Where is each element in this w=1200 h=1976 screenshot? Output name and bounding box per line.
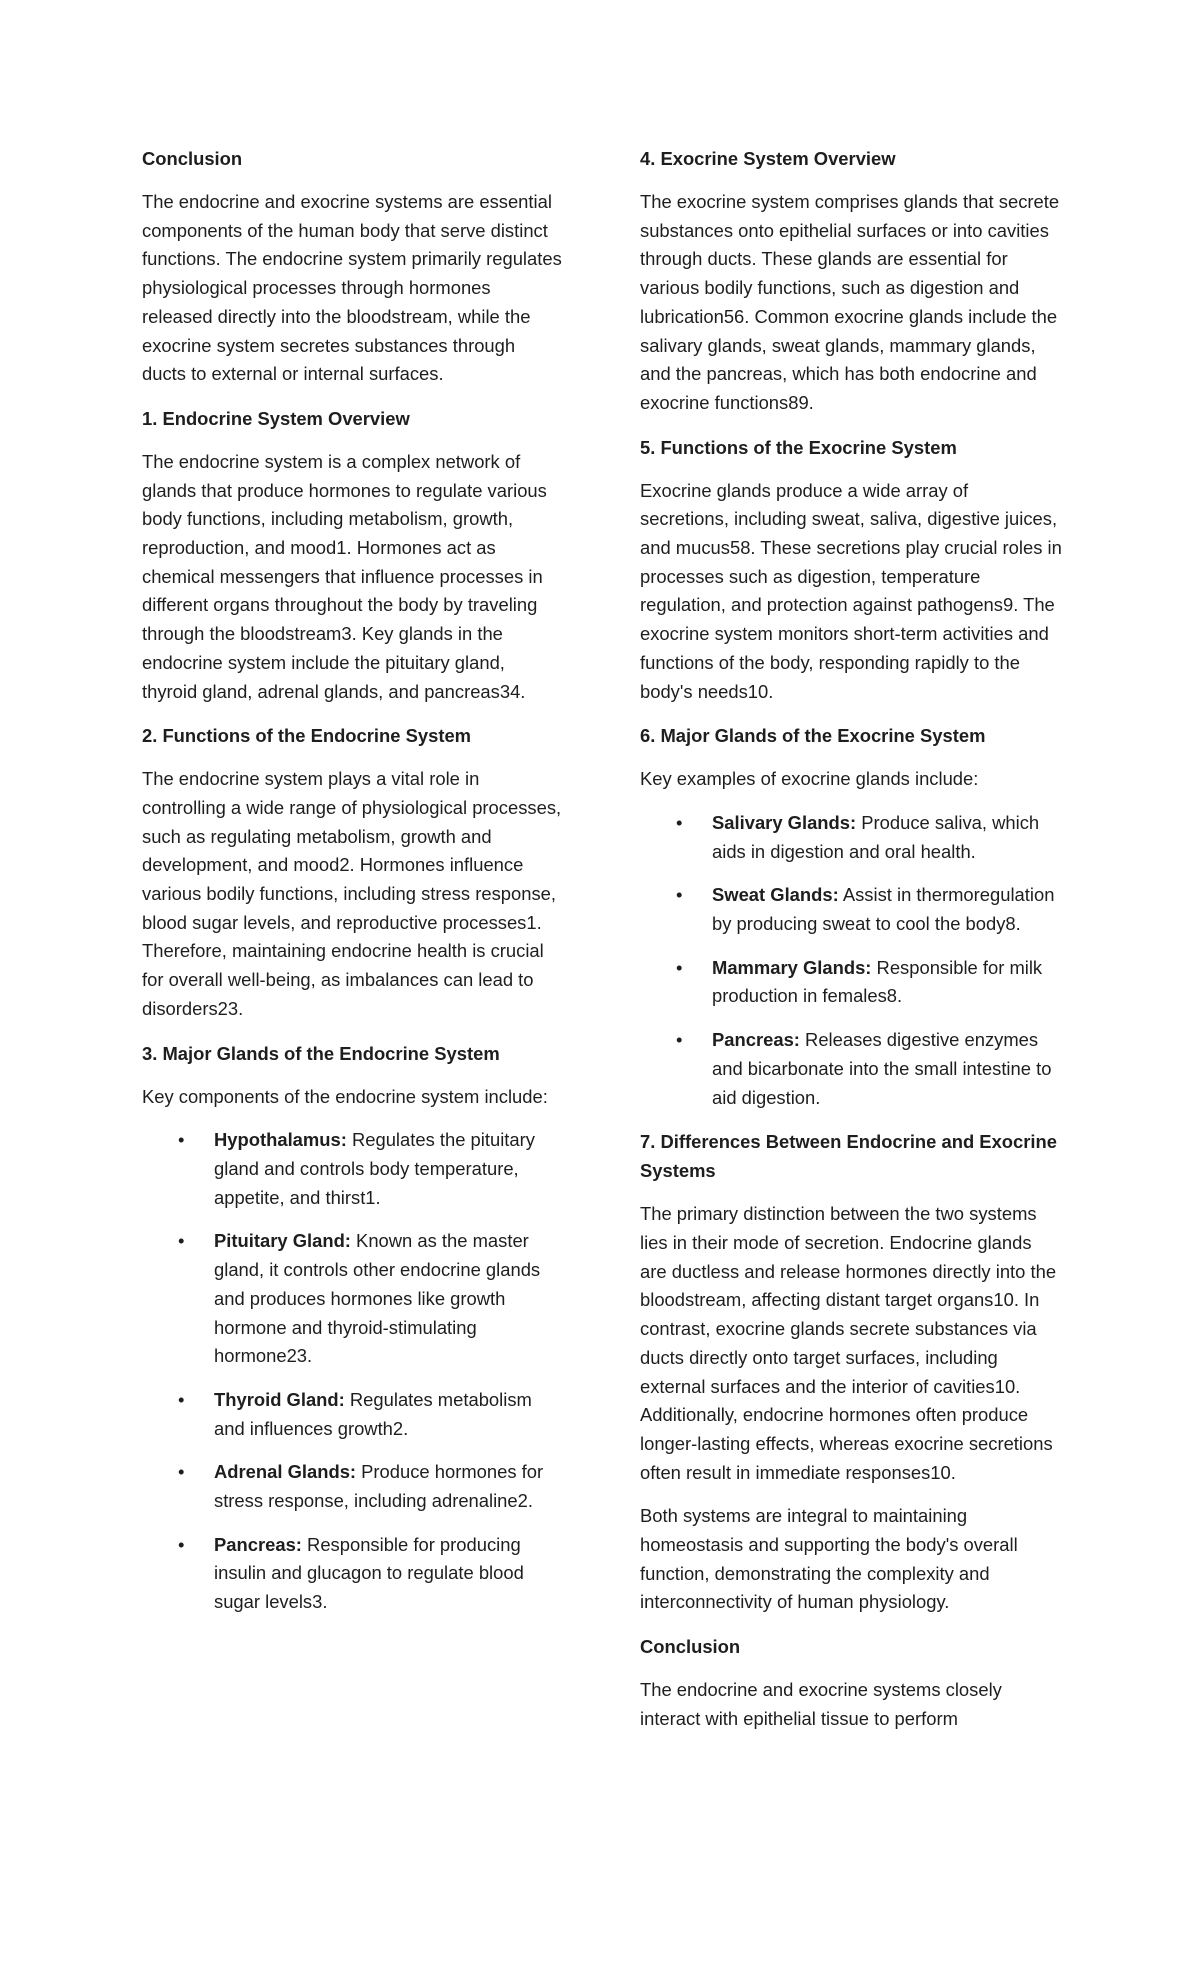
bullet-icon: • xyxy=(178,1388,185,1410)
bullet-icon: • xyxy=(676,811,683,833)
conclusion-heading: Conclusion xyxy=(142,148,243,169)
conclusion-paragraph: The endocrine and exocrine systems are essential components of the human body that serve distinct functions. The endocrine system primarily regulates physiological processes through hormones released directly into the bloodstream, while the exocrine system secretes substances through ducts to external or internal surfaces. xyxy=(142,191,562,385)
list-item xyxy=(640,881,1062,938)
section-1-paragraph: The endocrine system is a complex network of glands that produce hormones to regulate various body functions, including metabolism, growth, reproduction, and mood1. Hormones act as chemical messengers that influence processes in different organs throughout the body by traveling through the bloodstream3. Key glands in the endocrine system include the pituitary gland, thyroid gland, adrenal glands, and pancreas34. xyxy=(142,450,547,702)
gland-description: Responsible for milk production in females8. xyxy=(712,956,1043,1007)
gland-term: Adrenal Glands: xyxy=(214,1461,357,1483)
final-conclusion-heading: Conclusion xyxy=(640,1636,741,1658)
section-6-heading: 6. Major Glands of the Exocrine System xyxy=(640,725,986,747)
section-5-paragraph: Exocrine glands produce a wide array of secretions, including sweat, saliva, digestive juices, and mucus58. These secretions play crucial roles in processes such as digestion, temperature regulation, and protection against pathogens9. The exocrine system monitors short-term activities and functions of the body, responding rapidly to the body's needs10. xyxy=(640,479,1062,702)
gland-description: Responsible for producing insulin and glucagon to regulate blood sugar levels3. xyxy=(214,1533,524,1613)
exocrine-glands-list xyxy=(640,809,1062,1112)
bullet-icon: • xyxy=(676,956,683,978)
gland-description: Produce hormones for stress response, including adrenaline2. xyxy=(214,1461,544,1512)
list-item xyxy=(142,1126,564,1212)
gland-description: Regulates metabolism and influences growth2. xyxy=(214,1388,532,1439)
section-2-paragraph: The endocrine system plays a vital role in controlling a wide range of physiological processes, such as regulating metabolism, growth and development, and mood2. Hormones influence various bodily functions, including stress response, blood sugar levels, and reproductive processes1. Therefore, maintaining endocrine health is crucial for overall well-being, as imbalances can lead to disorders23. xyxy=(142,768,562,1019)
gland-term: Pituitary Gland: xyxy=(214,1230,351,1252)
bullet-icon: • xyxy=(676,884,683,906)
bullet-icon: • xyxy=(178,1533,185,1555)
section-7-paragraph-1: The primary distinction between the two systems lies in their mode of secretion. Endocrine glands are ductless and release hormones directly into the bloodstream, affecting distant target organs10. In contrast, exocrine glands secrete substances via ducts directly onto target surfaces, including external surfaces and the interior of cavities10. Additionally, endocrine hormones often produce longer-lasting effects, whereas exocrine secretions often result in immediate responses10. xyxy=(640,1203,1057,1483)
section-4-heading: 4. Exocrine System Overview xyxy=(640,148,896,169)
left-column xyxy=(142,144,564,1632)
gland-term: Pancreas: xyxy=(214,1533,302,1555)
section-6-intro: Key examples of exocrine glands include: xyxy=(640,768,979,790)
list-item xyxy=(142,1386,564,1443)
list-item xyxy=(142,1458,564,1515)
section-3-heading: 3. Major Glands of the Endocrine System xyxy=(142,1042,500,1064)
bullet-icon: • xyxy=(178,1230,185,1252)
gland-description: Regulates the pituitary gland and controls body temperature, appetite, and thirst1. xyxy=(214,1129,535,1208)
list-item xyxy=(640,954,1062,1011)
list-item xyxy=(142,1531,564,1617)
gland-description: Produce saliva, which aids in digestion and oral health. xyxy=(712,811,1040,862)
gland-description: Known as the master gland, it controls other endocrine glands and produces hormones like growth hormone and thyroid-stimulating hormone23. xyxy=(214,1230,541,1367)
list-item xyxy=(640,809,1062,866)
gland-term: Thyroid Gland: xyxy=(214,1388,345,1410)
section-5-heading: 5. Functions of the Exocrine System xyxy=(640,436,957,458)
gland-term: Sweat Glands: xyxy=(712,884,839,906)
section-7-paragraph-2: Both systems are integral to maintaining homeostasis and supporting the body's overall function, demonstrating the complexity and interconnectivity of human physiology. xyxy=(640,1505,1018,1613)
section-1-heading: 1. Endocrine System Overview xyxy=(142,407,410,429)
right-column xyxy=(640,144,1062,1749)
gland-description: Releases digestive enzymes and bicarbonate into the small intestine to aid digestion. xyxy=(712,1029,1052,1108)
gland-term: Salivary Glands: xyxy=(712,811,857,833)
section-3-intro: Key components of the endocrine system include: xyxy=(142,1085,548,1107)
gland-term: Mammary Glands: xyxy=(712,956,872,978)
endocrine-glands-list xyxy=(142,1126,564,1617)
final-conclusion-paragraph: The endocrine and exocrine systems closely interact with epithelial tissue to perform xyxy=(640,1679,1002,1729)
bullet-icon: • xyxy=(676,1029,683,1051)
section-7-heading: 7. Differences Between Endocrine and Exocrine Systems xyxy=(640,1131,1057,1182)
section-2-heading: 2. Functions of the Endocrine System xyxy=(142,725,472,747)
gland-term: Pancreas: xyxy=(712,1029,800,1051)
bullet-icon: • xyxy=(178,1129,185,1151)
section-4-paragraph: The exocrine system comprises glands that secrete substances onto epithelial surfaces or into cavities through ducts. These glands are essential for various bodily functions, such as digestion and lubrication56. Common exocrine glands include the salivary glands, sweat glands, mammary glands, and the pancreas, which has both endocrine and exocrine functions89. xyxy=(640,191,1060,413)
gland-description: Assist in thermoregulation by producing sweat to cool the body8. xyxy=(712,884,1055,935)
list-item xyxy=(142,1227,564,1371)
gland-term: Hypothalamus: xyxy=(214,1129,347,1151)
bullet-icon: • xyxy=(178,1461,185,1483)
list-item xyxy=(640,1026,1062,1112)
